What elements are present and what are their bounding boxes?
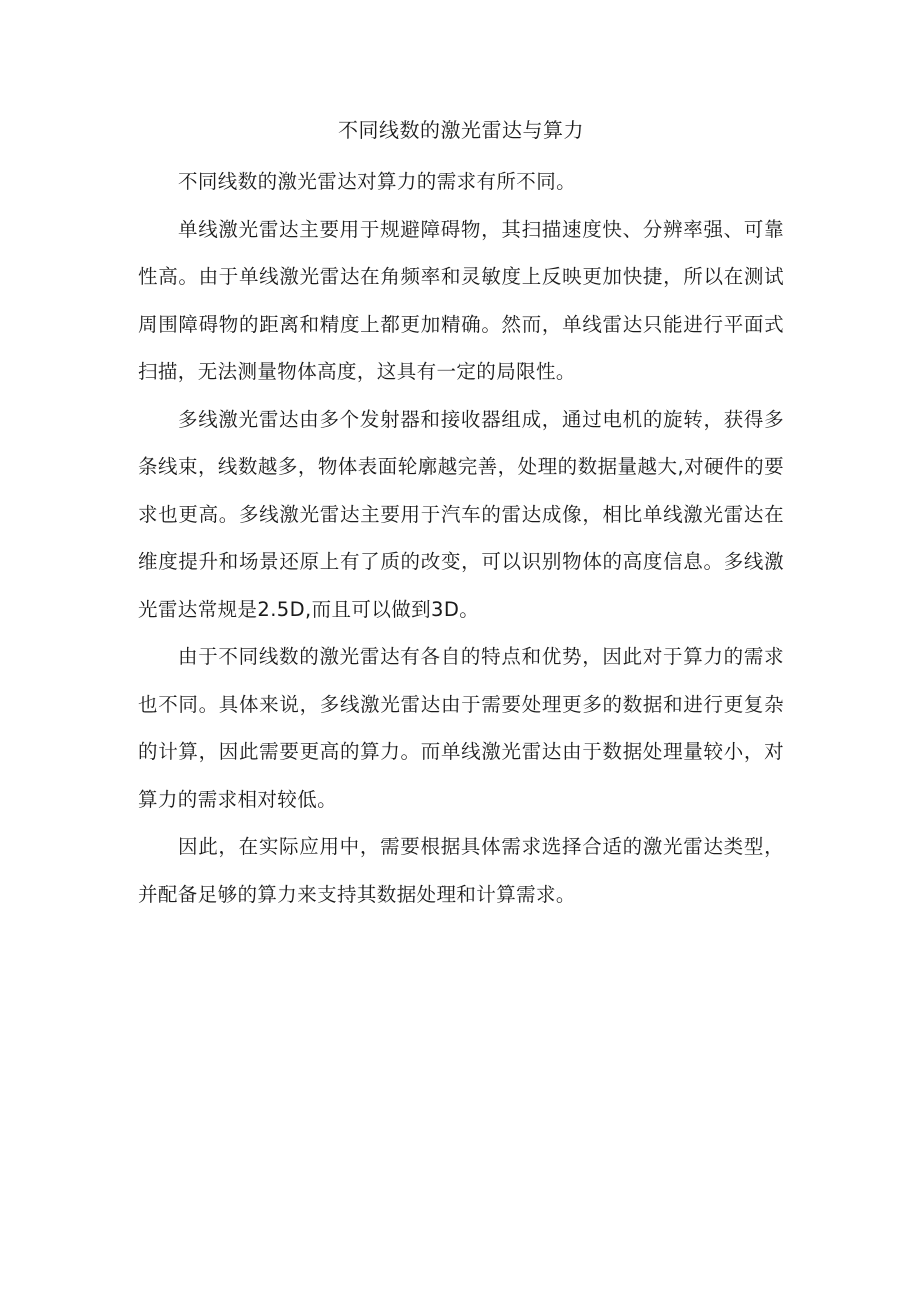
paragraph-intro: 不同线数的激光雷达对算力的需求有所不同。	[178, 170, 577, 193]
document-title: 不同线数的激光雷达与算力	[338, 118, 584, 142]
document-body	[138, 114, 784, 918]
paragraph-multi-line-lidar: 多线激光雷达由多个发射器和接收器组成，通过电机的旋转，获得多条线束，线数越多，物体表面轮廓越完善，处理的数据量越大,对硬件的要求也更高。多线激光雷达主要用于汽车的雷达成像，相比单线激光雷达在维度提升和场景还原上有了质的改变，可以识别物体的高度信息。多线激光雷达常规是2.5D,而且可以做到3D。	[138, 407, 784, 621]
paragraph-single-line-lidar: 单线激光雷达主要用于规避障碍物，其扫描速度快、分辨率强、可靠性高。由于单线激光雷达在角频率和灵敏度上反映更加快捷，所以在测试周围障碍物的距离和精度上都更加精确。然而，单线雷达只能进行平面式扫描，无法测量物体高度，这具有一定的局限性。	[138, 217, 784, 383]
paragraph-compute-demand: 由于不同线数的激光雷达有各自的特点和优势，因此对于算力的需求也不同。具体来说，多线激光雷达由于需要处理更多的数据和进行更复杂的计算，因此需要更高的算力。而单线激光雷达由于数据处理量较小，对算力的需求相对较低。	[138, 645, 784, 811]
paragraph-conclusion: 因此，在实际应用中，需要根据具体需求选择合适的激光雷达类型，并配备足够的算力来支持其数据处理和计算需求。	[138, 835, 784, 906]
